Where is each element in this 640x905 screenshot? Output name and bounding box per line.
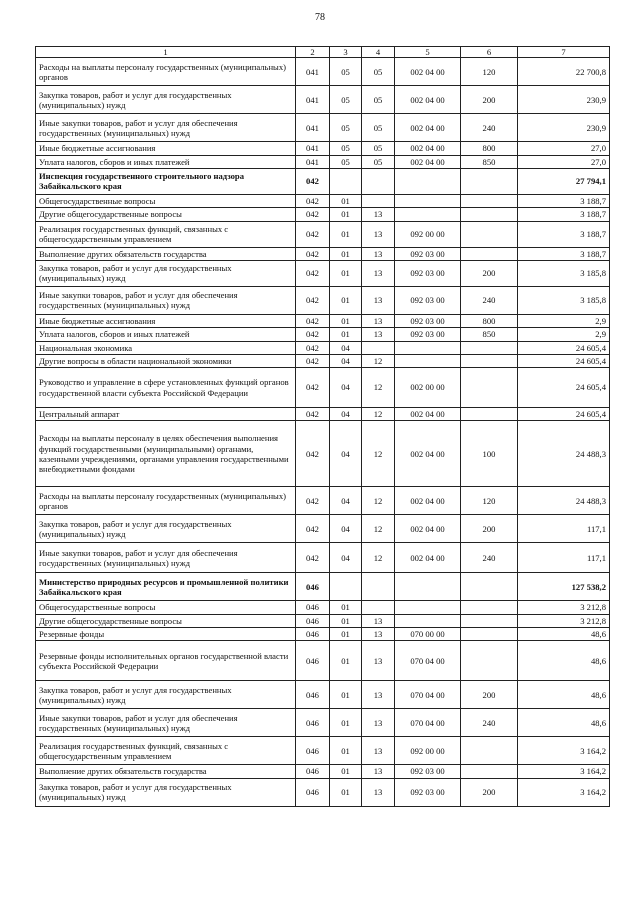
subsection-code-cell: 13 xyxy=(362,328,395,341)
subsection-code-cell: 13 xyxy=(362,208,395,221)
expense-type-code-cell: 200 xyxy=(461,86,518,114)
target-item-code-cell: 002 04 00 xyxy=(395,86,461,114)
ministry-code-cell: 042 xyxy=(296,341,330,354)
subsection-code-cell: 12 xyxy=(362,487,395,515)
row-name-cell: Уплата налогов, сборов и иных платежей xyxy=(36,328,296,341)
subsection-code-cell: 05 xyxy=(362,155,395,168)
ministry-code-cell: 042 xyxy=(296,328,330,341)
row-name-cell: Реализация государственных функций, связанных с общегосударственным управлением xyxy=(36,737,296,765)
target-item-code-cell: 070 04 00 xyxy=(395,641,461,681)
amount-cell: 3 212,8 xyxy=(518,601,610,614)
row-name-cell: Закупка товаров, работ и услуг для государственных (муниципальных) нужд xyxy=(36,778,296,806)
row-name-cell: Уплата налогов, сборов и иных платежей xyxy=(36,155,296,168)
row-name-cell: Иные закупки товаров, работ и услуг для обеспечения государственных (муниципальных) нужд xyxy=(36,543,296,573)
target-item-code-cell: 002 04 00 xyxy=(395,408,461,421)
target-item-code-cell: 092 03 00 xyxy=(395,260,461,286)
target-item-code-cell: 002 04 00 xyxy=(395,487,461,515)
row-name-cell: Выполнение других обязательств государства xyxy=(36,247,296,260)
table-row xyxy=(36,628,610,641)
target-item-code-cell xyxy=(395,614,461,627)
row-name-cell: Иные закупки товаров, работ и услуг для обеспечения государственных (муниципальных) нужд xyxy=(36,286,296,314)
expense-type-code-cell: 800 xyxy=(461,142,518,155)
target-item-code-cell xyxy=(395,354,461,367)
section-code-cell: 05 xyxy=(330,155,362,168)
target-item-code-cell: 002 00 00 xyxy=(395,368,461,408)
table-row xyxy=(36,286,610,314)
table-row xyxy=(36,641,610,681)
target-item-code-cell: 002 04 00 xyxy=(395,114,461,142)
target-item-code-cell: 002 04 00 xyxy=(395,58,461,86)
amount-cell: 2,9 xyxy=(518,328,610,341)
table-row xyxy=(36,58,610,86)
amount-cell: 27 794,1 xyxy=(518,168,610,194)
amount-cell: 48,6 xyxy=(518,641,610,681)
section-code-cell: 04 xyxy=(330,408,362,421)
table-row xyxy=(36,142,610,155)
subsection-code-cell: 12 xyxy=(362,543,395,573)
target-item-code-cell: 070 04 00 xyxy=(395,709,461,737)
amount-cell: 24 605,4 xyxy=(518,341,610,354)
expense-type-code-cell xyxy=(461,341,518,354)
expense-type-code-cell xyxy=(461,628,518,641)
amount-cell: 3 188,7 xyxy=(518,208,610,221)
section-code-cell: 01 xyxy=(330,778,362,806)
section-code-cell: 04 xyxy=(330,487,362,515)
expense-type-code-cell: 200 xyxy=(461,260,518,286)
table-row xyxy=(36,709,610,737)
section-code-cell: 04 xyxy=(330,368,362,408)
subsection-code-cell: 13 xyxy=(362,737,395,765)
row-name-cell: Реализация государственных функций, связанных с общегосударственным управлением xyxy=(36,221,296,247)
subsection-code-cell: 12 xyxy=(362,421,395,487)
subsection-code-cell: 13 xyxy=(362,709,395,737)
ministry-code-cell: 042 xyxy=(296,408,330,421)
expense-type-code-cell xyxy=(461,354,518,367)
table-row xyxy=(36,354,610,367)
ministry-code-cell: 041 xyxy=(296,58,330,86)
expense-type-code-cell xyxy=(461,408,518,421)
column-header: 6 xyxy=(461,47,518,58)
row-name-cell: Иные бюджетные ассигнования xyxy=(36,142,296,155)
target-item-code-cell: 002 04 00 xyxy=(395,142,461,155)
table-row xyxy=(36,601,610,614)
subsection-code-cell: 13 xyxy=(362,614,395,627)
section-code-cell: 05 xyxy=(330,114,362,142)
expense-type-code-cell xyxy=(461,573,518,601)
target-item-code-cell xyxy=(395,601,461,614)
section-code-cell: 01 xyxy=(330,221,362,247)
row-name-cell: Закупка товаров, работ и услуг для государственных (муниципальных) нужд xyxy=(36,86,296,114)
subsection-code-cell: 05 xyxy=(362,114,395,142)
ministry-code-cell: 042 xyxy=(296,247,330,260)
amount-cell: 24 488,3 xyxy=(518,421,610,487)
target-item-code-cell: 092 03 00 xyxy=(395,286,461,314)
table-row xyxy=(36,168,610,194)
subsection-code-cell: 05 xyxy=(362,142,395,155)
expense-type-code-cell xyxy=(461,765,518,778)
table-row xyxy=(36,194,610,207)
section-code-cell: 01 xyxy=(330,765,362,778)
expense-type-code-cell xyxy=(461,737,518,765)
ministry-code-cell: 041 xyxy=(296,86,330,114)
subsection-code-cell: 12 xyxy=(362,368,395,408)
amount-cell: 48,6 xyxy=(518,628,610,641)
subsection-code-cell xyxy=(362,601,395,614)
target-item-code-cell: 092 03 00 xyxy=(395,247,461,260)
section-code-cell: 01 xyxy=(330,737,362,765)
ministry-code-cell: 042 xyxy=(296,487,330,515)
column-header: 7 xyxy=(518,47,610,58)
expense-type-code-cell: 240 xyxy=(461,543,518,573)
ministry-code-cell: 046 xyxy=(296,778,330,806)
table-row xyxy=(36,573,610,601)
amount-cell: 24 605,4 xyxy=(518,354,610,367)
ministry-code-cell: 041 xyxy=(296,114,330,142)
amount-cell: 3 185,8 xyxy=(518,286,610,314)
amount-cell: 3 212,8 xyxy=(518,614,610,627)
expense-type-code-cell: 800 xyxy=(461,314,518,327)
table-row xyxy=(36,247,610,260)
ministry-code-cell: 042 xyxy=(296,208,330,221)
table-row xyxy=(36,421,610,487)
amount-cell: 117,1 xyxy=(518,515,610,543)
ministry-code-cell: 046 xyxy=(296,709,330,737)
amount-cell: 48,6 xyxy=(518,681,610,709)
row-name-cell: Общегосударственные вопросы xyxy=(36,601,296,614)
row-name-cell: Закупка товаров, работ и услуг для государственных (муниципальных) нужд xyxy=(36,681,296,709)
section-code-cell: 01 xyxy=(330,628,362,641)
section-code-cell: 01 xyxy=(330,328,362,341)
amount-cell: 2,9 xyxy=(518,314,610,327)
subsection-code-cell: 13 xyxy=(362,247,395,260)
table-row xyxy=(36,368,610,408)
expense-type-code-cell: 120 xyxy=(461,487,518,515)
table-row xyxy=(36,681,610,709)
column-header: 4 xyxy=(362,47,395,58)
section-code-cell: 05 xyxy=(330,86,362,114)
expense-type-code-cell: 240 xyxy=(461,114,518,142)
row-name-cell: Национальная экономика xyxy=(36,341,296,354)
table-row xyxy=(36,86,610,114)
ministry-code-cell: 041 xyxy=(296,155,330,168)
section-code-cell: 01 xyxy=(330,614,362,627)
section-code-cell: 01 xyxy=(330,260,362,286)
section-code-cell: 01 xyxy=(330,247,362,260)
amount-cell: 24 605,4 xyxy=(518,408,610,421)
table-row xyxy=(36,778,610,806)
ministry-code-cell: 046 xyxy=(296,765,330,778)
amount-cell: 3 185,8 xyxy=(518,260,610,286)
subsection-code-cell: 05 xyxy=(362,86,395,114)
target-item-code-cell: 002 04 00 xyxy=(395,421,461,487)
expense-type-code-cell xyxy=(461,221,518,247)
section-code-cell: 05 xyxy=(330,58,362,86)
ministry-code-cell: 042 xyxy=(296,194,330,207)
ministry-code-cell: 042 xyxy=(296,515,330,543)
page-number: 78 xyxy=(315,12,325,23)
expense-type-code-cell xyxy=(461,601,518,614)
expense-type-code-cell: 200 xyxy=(461,681,518,709)
target-item-code-cell: 092 03 00 xyxy=(395,778,461,806)
ministry-code-cell: 046 xyxy=(296,628,330,641)
section-code-cell: 01 xyxy=(330,709,362,737)
expense-type-code-cell xyxy=(461,614,518,627)
subsection-code-cell: 05 xyxy=(362,58,395,86)
amount-cell: 3 188,7 xyxy=(518,221,610,247)
row-name-cell: Закупка товаров, работ и услуг для государственных (муниципальных) нужд xyxy=(36,260,296,286)
row-name-cell: Центральный аппарат xyxy=(36,408,296,421)
ministry-code-cell: 042 xyxy=(296,354,330,367)
expense-type-code-cell: 200 xyxy=(461,515,518,543)
expense-type-code-cell xyxy=(461,168,518,194)
table-row xyxy=(36,314,610,327)
table-row xyxy=(36,221,610,247)
row-name-cell: Другие общегосударственные вопросы xyxy=(36,614,296,627)
row-name-cell: Инспекция государственного строительного надзора Забайкальского края xyxy=(36,168,296,194)
section-code-cell: 04 xyxy=(330,515,362,543)
section-code-cell: 05 xyxy=(330,142,362,155)
expense-type-code-cell: 200 xyxy=(461,778,518,806)
amount-cell: 22 700,8 xyxy=(518,58,610,86)
amount-cell: 24 605,4 xyxy=(518,368,610,408)
expense-type-code-cell: 240 xyxy=(461,709,518,737)
row-name-cell: Расходы на выплаты персоналу государственных (муниципальных) органов xyxy=(36,487,296,515)
amount-cell: 117,1 xyxy=(518,543,610,573)
row-name-cell: Другие общегосударственные вопросы xyxy=(36,208,296,221)
table-row xyxy=(36,737,610,765)
budget-table xyxy=(35,46,610,807)
amount-cell: 3 188,7 xyxy=(518,194,610,207)
row-name-cell: Иные бюджетные ассигнования xyxy=(36,314,296,327)
section-code-cell: 01 xyxy=(330,601,362,614)
subsection-code-cell xyxy=(362,168,395,194)
row-name-cell: Общегосударственные вопросы xyxy=(36,194,296,207)
target-item-code-cell: 070 04 00 xyxy=(395,681,461,709)
expense-type-code-cell: 100 xyxy=(461,421,518,487)
target-item-code-cell: 092 00 00 xyxy=(395,737,461,765)
subsection-code-cell: 12 xyxy=(362,354,395,367)
amount-cell: 24 488,3 xyxy=(518,487,610,515)
target-item-code-cell: 092 03 00 xyxy=(395,765,461,778)
amount-cell: 3 164,2 xyxy=(518,765,610,778)
row-name-cell: Руководство и управление в сфере установленных функций органов государственной власти субъекта Российской Федерации xyxy=(36,368,296,408)
section-code-cell xyxy=(330,168,362,194)
section-code-cell: 01 xyxy=(330,641,362,681)
ministry-code-cell: 046 xyxy=(296,601,330,614)
target-item-code-cell xyxy=(395,573,461,601)
amount-cell: 27,0 xyxy=(518,155,610,168)
target-item-code-cell: 092 03 00 xyxy=(395,328,461,341)
ministry-code-cell: 042 xyxy=(296,421,330,487)
table-row xyxy=(36,208,610,221)
ministry-code-cell: 046 xyxy=(296,614,330,627)
target-item-code-cell: 092 03 00 xyxy=(395,314,461,327)
row-name-cell: Иные закупки товаров, работ и услуг для обеспечения государственных (муниципальных) нужд xyxy=(36,114,296,142)
expense-type-code-cell xyxy=(461,194,518,207)
subsection-code-cell xyxy=(362,573,395,601)
amount-cell: 230,9 xyxy=(518,86,610,114)
row-name-cell: Министерство природных ресурсов и промышленной политики Забайкальского края xyxy=(36,573,296,601)
section-code-cell: 01 xyxy=(330,681,362,709)
section-code-cell xyxy=(330,573,362,601)
ministry-code-cell: 042 xyxy=(296,368,330,408)
ministry-code-cell: 041 xyxy=(296,142,330,155)
subsection-code-cell: 13 xyxy=(362,765,395,778)
target-item-code-cell: 002 04 00 xyxy=(395,543,461,573)
section-code-cell: 01 xyxy=(330,208,362,221)
table-row xyxy=(36,543,610,573)
section-code-cell: 01 xyxy=(330,314,362,327)
table-row xyxy=(36,341,610,354)
subsection-code-cell: 13 xyxy=(362,260,395,286)
target-item-code-cell xyxy=(395,341,461,354)
expense-type-code-cell: 850 xyxy=(461,155,518,168)
ministry-code-cell: 042 xyxy=(296,168,330,194)
subsection-code-cell: 13 xyxy=(362,221,395,247)
expense-type-code-cell: 850 xyxy=(461,328,518,341)
ministry-code-cell: 042 xyxy=(296,543,330,573)
target-item-code-cell: 070 00 00 xyxy=(395,628,461,641)
subsection-code-cell: 13 xyxy=(362,628,395,641)
expense-type-code-cell xyxy=(461,368,518,408)
row-name-cell: Другие вопросы в области национальной экономики xyxy=(36,354,296,367)
ministry-code-cell: 042 xyxy=(296,221,330,247)
subsection-code-cell: 12 xyxy=(362,408,395,421)
amount-cell: 27,0 xyxy=(518,142,610,155)
amount-cell: 230,9 xyxy=(518,114,610,142)
target-item-code-cell xyxy=(395,194,461,207)
target-item-code-cell: 092 00 00 xyxy=(395,221,461,247)
section-code-cell: 04 xyxy=(330,354,362,367)
table-row xyxy=(36,328,610,341)
table-row xyxy=(36,487,610,515)
column-header: 3 xyxy=(330,47,362,58)
subsection-code-cell: 13 xyxy=(362,286,395,314)
table-row xyxy=(36,155,610,168)
ministry-code-cell: 046 xyxy=(296,681,330,709)
amount-cell: 3 188,7 xyxy=(518,247,610,260)
ministry-code-cell: 042 xyxy=(296,286,330,314)
amount-cell: 127 538,2 xyxy=(518,573,610,601)
table-row xyxy=(36,515,610,543)
subsection-code-cell xyxy=(362,341,395,354)
column-header: 2 xyxy=(296,47,330,58)
subsection-code-cell: 13 xyxy=(362,681,395,709)
row-name-cell: Резервные фонды xyxy=(36,628,296,641)
section-code-cell: 01 xyxy=(330,286,362,314)
subsection-code-cell: 13 xyxy=(362,314,395,327)
amount-cell: 48,6 xyxy=(518,709,610,737)
expense-type-code-cell: 240 xyxy=(461,286,518,314)
row-name-cell: Выполнение других обязательств государства xyxy=(36,765,296,778)
section-code-cell: 04 xyxy=(330,421,362,487)
expense-type-code-cell: 120 xyxy=(461,58,518,86)
row-name-cell: Иные закупки товаров, работ и услуг для обеспечения государственных (муниципальных) нужд xyxy=(36,709,296,737)
table-row xyxy=(36,114,610,142)
expense-type-code-cell xyxy=(461,247,518,260)
table-row xyxy=(36,765,610,778)
section-code-cell: 04 xyxy=(330,543,362,573)
row-name-cell: Расходы на выплаты персоналу в целях обеспечения выполнения функций государственными (муниципальными) органами, казенными учреждениями, органами управления государственными внебюджетными фондами xyxy=(36,421,296,487)
row-name-cell: Резервные фонды исполнительных органов государственной власти субъекта Российской Федерации xyxy=(36,641,296,681)
section-code-cell: 01 xyxy=(330,194,362,207)
subsection-code-cell: 13 xyxy=(362,778,395,806)
subsection-code-cell xyxy=(362,194,395,207)
row-name-cell: Расходы на выплаты персоналу государственных (муниципальных) органов xyxy=(36,58,296,86)
table-row xyxy=(36,614,610,627)
target-item-code-cell: 002 04 00 xyxy=(395,155,461,168)
table-row xyxy=(36,408,610,421)
target-item-code-cell xyxy=(395,208,461,221)
column-header: 1 xyxy=(36,47,296,58)
ministry-code-cell: 046 xyxy=(296,573,330,601)
amount-cell: 3 164,2 xyxy=(518,778,610,806)
expense-type-code-cell xyxy=(461,208,518,221)
section-code-cell: 04 xyxy=(330,341,362,354)
ministry-code-cell: 042 xyxy=(296,260,330,286)
ministry-code-cell: 046 xyxy=(296,737,330,765)
target-item-code-cell xyxy=(395,168,461,194)
column-number-header xyxy=(36,47,610,58)
ministry-code-cell: 046 xyxy=(296,641,330,681)
ministry-code-cell: 042 xyxy=(296,314,330,327)
subsection-code-cell: 13 xyxy=(362,641,395,681)
subsection-code-cell: 12 xyxy=(362,515,395,543)
expense-type-code-cell xyxy=(461,641,518,681)
table-row xyxy=(36,260,610,286)
column-header: 5 xyxy=(395,47,461,58)
target-item-code-cell: 002 04 00 xyxy=(395,515,461,543)
row-name-cell: Закупка товаров, работ и услуг для государственных (муниципальных) нужд xyxy=(36,515,296,543)
amount-cell: 3 164,2 xyxy=(518,737,610,765)
